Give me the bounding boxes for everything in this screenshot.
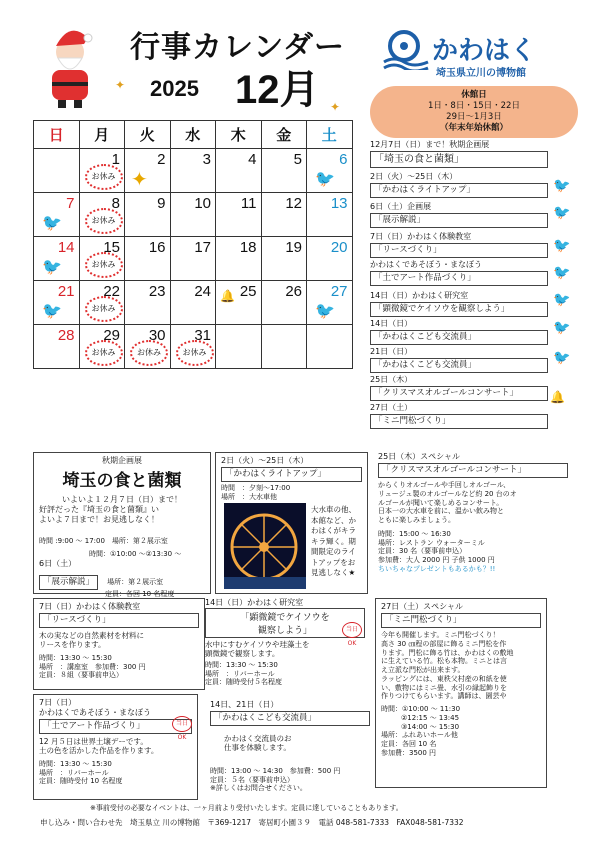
weekday-header: 月 (79, 121, 125, 149)
kingfisher-icon: 🐦 (553, 320, 571, 336)
event-capacity: 定員：随時受付５名程度 (205, 678, 282, 687)
closed-line: 29日～1月3日 (446, 112, 502, 123)
event-fee: 参加費：3500 円 (381, 748, 437, 757)
event-title: 「リースづくり」 (39, 613, 199, 628)
desc-line: 日本一の大水車を前に、温かい飲み物と (378, 507, 504, 516)
day-cell (261, 281, 307, 325)
desc-line: え立派な門松が出来ます。 (381, 666, 465, 675)
lightup-panel (215, 452, 368, 594)
tour-capacity: 定員：各回 10 名程度 (105, 589, 175, 598)
day-number: 30 (148, 327, 166, 344)
day-number: 6 (339, 151, 348, 168)
desc-line: ともに楽しみましょう。 (378, 516, 455, 525)
day-cell (79, 325, 125, 369)
event-head: 21日（日） (370, 347, 413, 357)
tour-title: 「展示解説」 (39, 575, 98, 590)
day-cell (261, 325, 307, 369)
day-number: 21 (57, 283, 75, 300)
event-head: 27日（土） (370, 403, 413, 413)
kingfisher-icon: 🐦 (553, 350, 571, 366)
title-line: 「顕微鏡でケイソウを (240, 613, 330, 623)
desc-line: キラ輝く。期 (311, 536, 356, 546)
event-time: ③14:00 ～ 15:30 (401, 722, 460, 731)
bell-icon: 🔔 (550, 390, 565, 404)
title-line: 観察しよう」 (257, 626, 312, 636)
year-label: 2025 (150, 76, 199, 101)
day-cell (216, 193, 262, 237)
closed-mark: お休み (85, 296, 123, 322)
desc-line: い、敷物にはミニ畳、水引の縁起飾りを (381, 683, 507, 692)
event-place: 場所 ：講座室 参加費：300 円 (39, 662, 146, 671)
day-cell (34, 149, 80, 193)
event-title: 「顕微鏡でケイソウを観察しよう」 (370, 302, 548, 317)
event-time: 時間 ：夕刻～17:00 (221, 484, 291, 493)
exhibit-desc: よいよ７日まで！お見逃しなく！ (39, 515, 159, 524)
event-title: 「かわはくこども交流員」 (370, 330, 548, 345)
day-number: 27 (330, 283, 348, 300)
event-title: 「クリスマスオルゴールコンサート」 (370, 386, 548, 401)
waterwheel-logo-icon (382, 28, 430, 74)
desc-line: 12 月５日は世界土壌デーです。 (39, 737, 148, 747)
day-number: 14 (57, 239, 75, 256)
event-title (205, 608, 365, 638)
event-capacity: 定員：各回 10 名 (381, 740, 437, 749)
event-head: 14日（日）かわはく研究室 (370, 291, 469, 301)
footer-note: ※事前受付の必要なイベントは、一ヶ月前より受付いたします。定員に達していることもあります。 (90, 804, 403, 812)
bell-icon: 🔔 (220, 289, 235, 303)
event-title: 「リースづくり」 (370, 243, 548, 258)
kingfisher-icon: 🐦 (315, 171, 335, 188)
tour-time: 時間：①10:00 ～②13:30 ～ (89, 549, 182, 558)
concert-panel (378, 452, 568, 574)
event-title: 「クリスマスオルゴールコンサート」 (378, 463, 568, 478)
kingfisher-icon: 🐦 (553, 238, 571, 254)
day-cell (34, 237, 80, 281)
sparkle-icon: ✦ (330, 100, 341, 114)
desc-line: 高さ 30 ㎝程の部屋に飾るミニ門松を作 (381, 639, 507, 648)
weekday-header: 火 (125, 121, 171, 149)
desc-line: リースを作ります。 (39, 640, 106, 650)
logo-subtitle: 埼玉県立川の博物館 (436, 68, 526, 79)
event-head: 2日（火）～25日（木） (370, 172, 458, 181)
day-cell (170, 325, 216, 369)
event-head: 25日（木）スペシャル (378, 452, 461, 461)
exhibit-time: 時間 :9:00 ～ 17:00 場所：第２展示室 (39, 537, 168, 545)
event-title: 「土でアート作品づくり」 (39, 719, 192, 734)
weekday-header: 木 (216, 121, 262, 149)
event-head: 7日（日）かわはく体験教室 (39, 602, 141, 611)
kingfisher-icon: 🐦 (315, 303, 335, 320)
event-head: かわはくであそぼう・まなぼう (370, 260, 482, 270)
microscope-panel (205, 598, 365, 687)
event-capacity: 定員：30 名（要事前申込） (378, 547, 467, 556)
event-place: 場所：ふれあいホール他 (381, 731, 458, 740)
event-head: 12月7日（日）まで！秋期企画展 (370, 140, 490, 149)
day-cell (307, 193, 353, 237)
closed-line: 1日・8日・15日・22日 (428, 101, 520, 112)
kadomatsu-panel (375, 598, 547, 788)
event-time: 時間：15:00 ～ 16:30 (378, 529, 451, 538)
day-number: 23 (148, 283, 166, 300)
sparkle-icon: ✦ (115, 78, 126, 92)
event-place: 場所 ：大水車他 (221, 492, 277, 501)
day-number: 22 (103, 283, 120, 300)
kingfisher-icon: 🐦 (553, 265, 571, 281)
day-number: 10 (194, 195, 211, 212)
day-number: 15 (103, 239, 120, 256)
closed-mark: お休み (176, 340, 214, 366)
day-cell (34, 193, 80, 237)
day-cell (216, 237, 262, 281)
day-cell (170, 193, 216, 237)
event-head: 14日、21日（日） (210, 700, 279, 709)
day-number: 9 (157, 195, 166, 212)
logo-name: かわはく (432, 36, 537, 66)
event-title: 「ミニ門松づくり」 (370, 414, 548, 429)
event-head: 7日（日）かわはく体験教室 (370, 232, 472, 242)
tour-head: 6日（土） (39, 558, 77, 568)
day-number: 16 (148, 239, 166, 256)
wreath-panel (33, 598, 205, 690)
day-number: 2 (157, 151, 166, 168)
day-cell (307, 325, 353, 369)
month-label: 12月 (235, 68, 320, 112)
event-title: 「埼玉の食と菌類」 (370, 151, 548, 168)
desc-line: 木の実などの自然素材を材料に (39, 631, 144, 641)
day-cell (170, 149, 216, 193)
day-cell (307, 149, 353, 193)
closed-mark: お休み (130, 340, 168, 366)
day-number: 24 (194, 283, 211, 300)
day-number: 29 (103, 327, 120, 344)
event-head: 25日（木） (370, 375, 413, 385)
weekday-header: 土 (307, 121, 353, 149)
exhibit-desc: 好評だった『埼玉の食と菌類』い (39, 505, 159, 514)
desc-line: リュージュ製のオルゴールなど約 20 台のオ (378, 489, 517, 498)
event-title: 「かわはくこども交流員」 (370, 358, 548, 373)
day-number: 31 (194, 327, 211, 344)
same-day-ok-badge: 当日OK (172, 716, 192, 732)
kingfisher-icon: 🐦 (553, 205, 571, 221)
autumn-exhibit-panel (33, 452, 211, 598)
calendar-grid (33, 120, 353, 369)
desc-line: かわはく交流員のお (224, 734, 292, 744)
day-cell (125, 193, 171, 237)
day-number: 25 (239, 283, 257, 300)
desc-line: に生えている竹。松も本物。ミニとは言 (381, 657, 507, 666)
event-title: 「土でアート作品づくり」 (370, 271, 548, 286)
day-number: 26 (285, 283, 302, 300)
day-cell (79, 281, 125, 325)
desc-line: 大水車の他、 (311, 505, 356, 514)
kingfisher-icon: 🐦 (553, 178, 571, 194)
closed-mark: お休み (85, 164, 123, 190)
day-cell (34, 325, 80, 369)
day-cell (125, 281, 171, 325)
event-title: 「ミニ門松づくり」 (381, 613, 541, 628)
day-cell (261, 149, 307, 193)
santa-illustration (30, 20, 110, 110)
event-capacity: 定員：５名（要事前申込） (210, 775, 294, 784)
weekday-header: 金 (261, 121, 307, 149)
desc-line: 作りつけてもらいます。講師は、園芸や (381, 692, 507, 701)
event-place: 場所 ：リバーホール (205, 669, 275, 678)
desc-line: 見逃しなく★ (311, 568, 356, 577)
day-cell (307, 281, 353, 325)
weekday-header: 水 (170, 121, 216, 149)
event-time: 時間：13:00 ～ 14:30 参加費：500 円 (210, 766, 341, 775)
day-number: 18 (239, 239, 257, 256)
closed-days-box (370, 86, 578, 138)
closed-mark: お休み (85, 208, 123, 234)
desc-line: ります。門松に飾る竹は、かわはくの敷地 (381, 648, 514, 657)
day-cell (34, 281, 80, 325)
kingfisher-icon: 🐦 (42, 259, 62, 276)
kingfisher-icon: 🐦 (42, 303, 62, 320)
waterwheel-photo (224, 503, 306, 589)
weekday-header: 日 (34, 121, 80, 149)
day-cell (261, 193, 307, 237)
desc-line: 本館など、か (311, 515, 356, 525)
day-number: 4 (248, 151, 257, 168)
star-icon: ✦ (131, 169, 148, 191)
event-time: 時間：13:30 ～ 15:30 (39, 653, 112, 662)
day-cell (216, 325, 262, 369)
event-title: 「かわはくこども交流員」 (210, 711, 370, 726)
event-time: 時間：①10:00 ～ 11:30 (381, 705, 461, 714)
desc-line: からくりオルゴールや手回しオルゴール、 (378, 481, 511, 490)
kids-staff-panel (210, 700, 370, 793)
desc-line: トアップをお (311, 557, 356, 567)
day-cell (125, 237, 171, 281)
event-note: ちいちゃなプレゼントもあるかも？!! (378, 564, 496, 573)
desc-line: 仕事を体験します。 (224, 743, 291, 753)
event-place: 場所：レストラン ウォーターミル (378, 538, 485, 547)
desc-line: わはくがキラ (311, 526, 356, 535)
desc-line: 顕微鏡で観察します。 (205, 649, 280, 659)
exhibit-desc: いよいよ１２月７日（日）まで！ (62, 495, 182, 504)
closed-mark: お休み (85, 252, 123, 278)
closed-mark: お休み (85, 340, 123, 366)
day-number: 20 (330, 239, 348, 256)
event-head: 14日（日）かわはく研究室 (205, 598, 304, 607)
page-title: 行事カレンダー (130, 30, 346, 65)
day-number: 8 (111, 195, 120, 212)
kingfisher-icon: 🐦 (553, 292, 571, 308)
closed-label: 休館日 (461, 90, 487, 100)
event-capacity: 定員：随時受付 10 名程度 (39, 777, 123, 786)
day-cell (170, 237, 216, 281)
day-number: 3 (202, 151, 211, 168)
day-cell (125, 149, 171, 193)
desc-line: 土の色を活かした作品を作ります。 (39, 746, 159, 756)
footer-contact: 申し込み・問い合わせ先 埼玉県立 川の博物館 〒369-1217 寄居町小園３９ 電話 048-581-7333 FAX048-581-7332 (40, 818, 464, 827)
event-head: 27日（土）スペシャル (381, 602, 464, 611)
desc-line: ルゴールが聞いて楽しめるコンサート。 (378, 498, 504, 507)
event-place: 場所 ：リバーホール (39, 768, 109, 777)
event-head: 14日（日） (370, 319, 413, 329)
day-number: 1 (111, 151, 120, 168)
day-number: 7 (66, 195, 75, 212)
day-cell (216, 149, 262, 193)
event-fee: 参加費：大人 2000 円 子供 1000 円 (378, 556, 495, 565)
event-title: 「かわはくライトアップ」 (221, 467, 362, 482)
day-number: 5 (293, 151, 302, 168)
day-cell (79, 149, 125, 193)
desc-line: 今年も開催します。ミニ門松づくり！ (381, 631, 500, 640)
event-head: 7日（日） (39, 698, 77, 707)
day-cell (261, 237, 307, 281)
event-sidebar (370, 140, 548, 429)
desc-line: ラッピングには、東秩父村産の和紙を使 (381, 674, 507, 683)
event-time: ②12:15 ～ 13:45 (401, 713, 460, 722)
same-day-ok-badge: 当日OK (342, 622, 362, 638)
day-cell (79, 237, 125, 281)
clay-art-panel (33, 694, 198, 800)
event-subhead: かわはくであそぼう・まなぼう (39, 708, 151, 717)
event-capacity: 定員：８組（要事前申込） (39, 671, 123, 680)
event-title: 「展示解説」 (370, 213, 548, 228)
day-cell (170, 281, 216, 325)
event-title: 「かわはくライトアップ」 (370, 183, 548, 198)
event-time: 時間：13:30 ～ 15:30 (205, 660, 278, 669)
event-note: ※詳しくはお問合せください。 (210, 784, 307, 793)
day-number: 11 (240, 195, 257, 212)
tour-place: 場所：第２展示室 (107, 577, 164, 586)
kingfisher-icon: 🐦 (42, 215, 62, 232)
day-cell (216, 281, 262, 325)
day-number: 19 (285, 239, 302, 256)
lightup-desc (311, 505, 356, 579)
day-number: 17 (194, 239, 211, 256)
day-number: 13 (330, 195, 348, 212)
day-cell (307, 237, 353, 281)
day-cell (79, 193, 125, 237)
day-cell (125, 325, 171, 369)
event-time: 時間：13:30 ～ 15:30 (39, 759, 112, 768)
event-head: 2日（火）～25日（木） (221, 456, 309, 465)
closed-line: （年末年始休館） (439, 123, 508, 134)
exhibit-title: 埼玉の食と菌類 (62, 471, 182, 491)
event-head: 6日（土）企画展 (370, 202, 432, 212)
desc-line: 間限定のライ (311, 547, 356, 556)
section-label: 秋期企画展 (102, 456, 142, 465)
day-number: 12 (285, 195, 302, 212)
desc-line: 水中にすむケイソウや珪藻土を (205, 640, 310, 649)
day-number: 28 (57, 327, 75, 344)
